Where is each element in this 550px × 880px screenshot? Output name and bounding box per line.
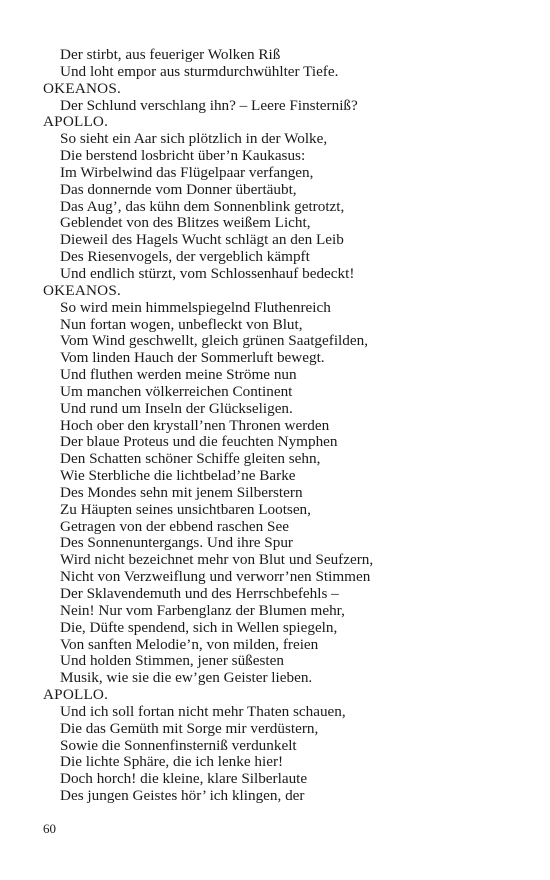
verse-line: Dieweil des Hagels Wucht schlägt an den Leib — [60, 231, 344, 249]
verse-line: Nun fortan wogen, unbefleckt von Blut, — [60, 315, 303, 333]
verse-line: Und rund um Inseln der Glückseligen. — [60, 399, 293, 417]
verse-line: So sieht ein Aar sich plötzlich in der Wolke, — [60, 130, 328, 148]
verse-line: Hoch ober den krystall’nen Thronen werden — [60, 416, 330, 434]
verse-line: Wird nicht bezeichnet mehr von Blut und Seufzern, — [60, 551, 374, 569]
verse-line: Wie Sterbliche die lichtbelad’ne Barke — [60, 467, 296, 485]
speaker-name: APOLLO. — [43, 686, 109, 704]
verse-line: Des Sonnenuntergangs. Und ihre Spur — [60, 534, 293, 552]
verse-line: Der stirbt, aus feueriger Wolken Riß — [60, 46, 281, 63]
verse-line: Und fluthen werden meine Ströme nun — [60, 366, 297, 384]
verse-line: Doch horch! die kleine, klare Silberlaute — [60, 770, 308, 788]
verse-line: Getragen von der ebbend raschen See — [60, 517, 289, 535]
verse-line: Von sanften Melodie’n, von milden, freien — [60, 635, 319, 653]
verse-line: Vom Wind geschwellt, gleich grünen Saatgefilden, — [60, 332, 368, 350]
verse-line: Der blaue Proteus und die feuchten Nymphen — [60, 433, 338, 451]
verse-line: Nicht von Verzweiflung und verworr’nen Stimmen — [60, 568, 371, 586]
verse-line: Und ich soll fortan nicht mehr Thaten schauen, — [60, 702, 346, 720]
verse-line: Nein! Nur vom Farbenglanz der Blumen mehr, — [60, 601, 345, 619]
verse-line: Die, Düfte spendend, sich in Wellen spiegeln, — [60, 618, 338, 636]
verse-line: So wird mein himmelspiegelnd Fluthenreich — [60, 298, 331, 316]
verse-line: Zu Häupten seines unsichtbaren Lootsen, — [60, 500, 311, 518]
verse-line: Des jungen Geistes hör’ ich klingen, der — [60, 787, 305, 805]
verse-line: Das Aug’, das kühn dem Sonnenblink getrotzt, — [60, 197, 345, 215]
verse-text-block — [43, 47, 523, 805]
verse-line: Das donnernde vom Donner übertäubt, — [60, 180, 297, 198]
verse-line: Um manchen völkerreichen Continent — [60, 382, 293, 400]
verse-line: Musik, wie sie die ew’gen Geister lieben. — [60, 669, 313, 687]
verse-line: Und loht empor aus sturmdurchwühlter Tiefe. — [60, 62, 339, 80]
verse-line: Die lichte Sphäre, die ich lenke hier! — [60, 753, 284, 771]
verse-line: Geblendet von des Blitzes weißem Licht, — [60, 214, 311, 232]
speaker-name: APOLLO. — [43, 113, 109, 131]
verse-line: Die das Gemüth mit Sorge mir verdüstern, — [60, 719, 319, 737]
verse-line: Im Wirbelwind das Flügelpaar verfangen, — [60, 163, 314, 181]
verse-line: Sowie die Sonnenfinsterniß verdunkelt — [60, 736, 297, 754]
verse-line: Die berstend losbricht über’n Kaukasus: — [60, 147, 306, 165]
page-number: 60 — [43, 821, 56, 836]
verse-line: Des Mondes sehn mit jenem Silberstern — [60, 483, 303, 501]
verse-line: Und endlich stürzt, vom Schlossenhauf bedeckt! — [60, 264, 355, 282]
verse-line: Und holden Stimmen, jener süßesten — [60, 652, 284, 670]
verse-line: Des Riesenvogels, der vergeblich kämpft — [60, 248, 310, 266]
verse-line: Den Schatten schöner Schiffe gleiten sehn, — [60, 450, 321, 468]
verse-line: Der Schlund verschlang ihn? – Leere Finsterniß? — [60, 96, 358, 114]
verse-line: Der Sklavendemuth und des Herrschbefehls – — [60, 585, 339, 602]
verse-line: Vom linden Hauch der Sommerluft bewegt. — [60, 349, 325, 367]
speaker-name: OKEANOS. — [43, 281, 121, 299]
speaker-name: OKEANOS. — [43, 79, 121, 97]
